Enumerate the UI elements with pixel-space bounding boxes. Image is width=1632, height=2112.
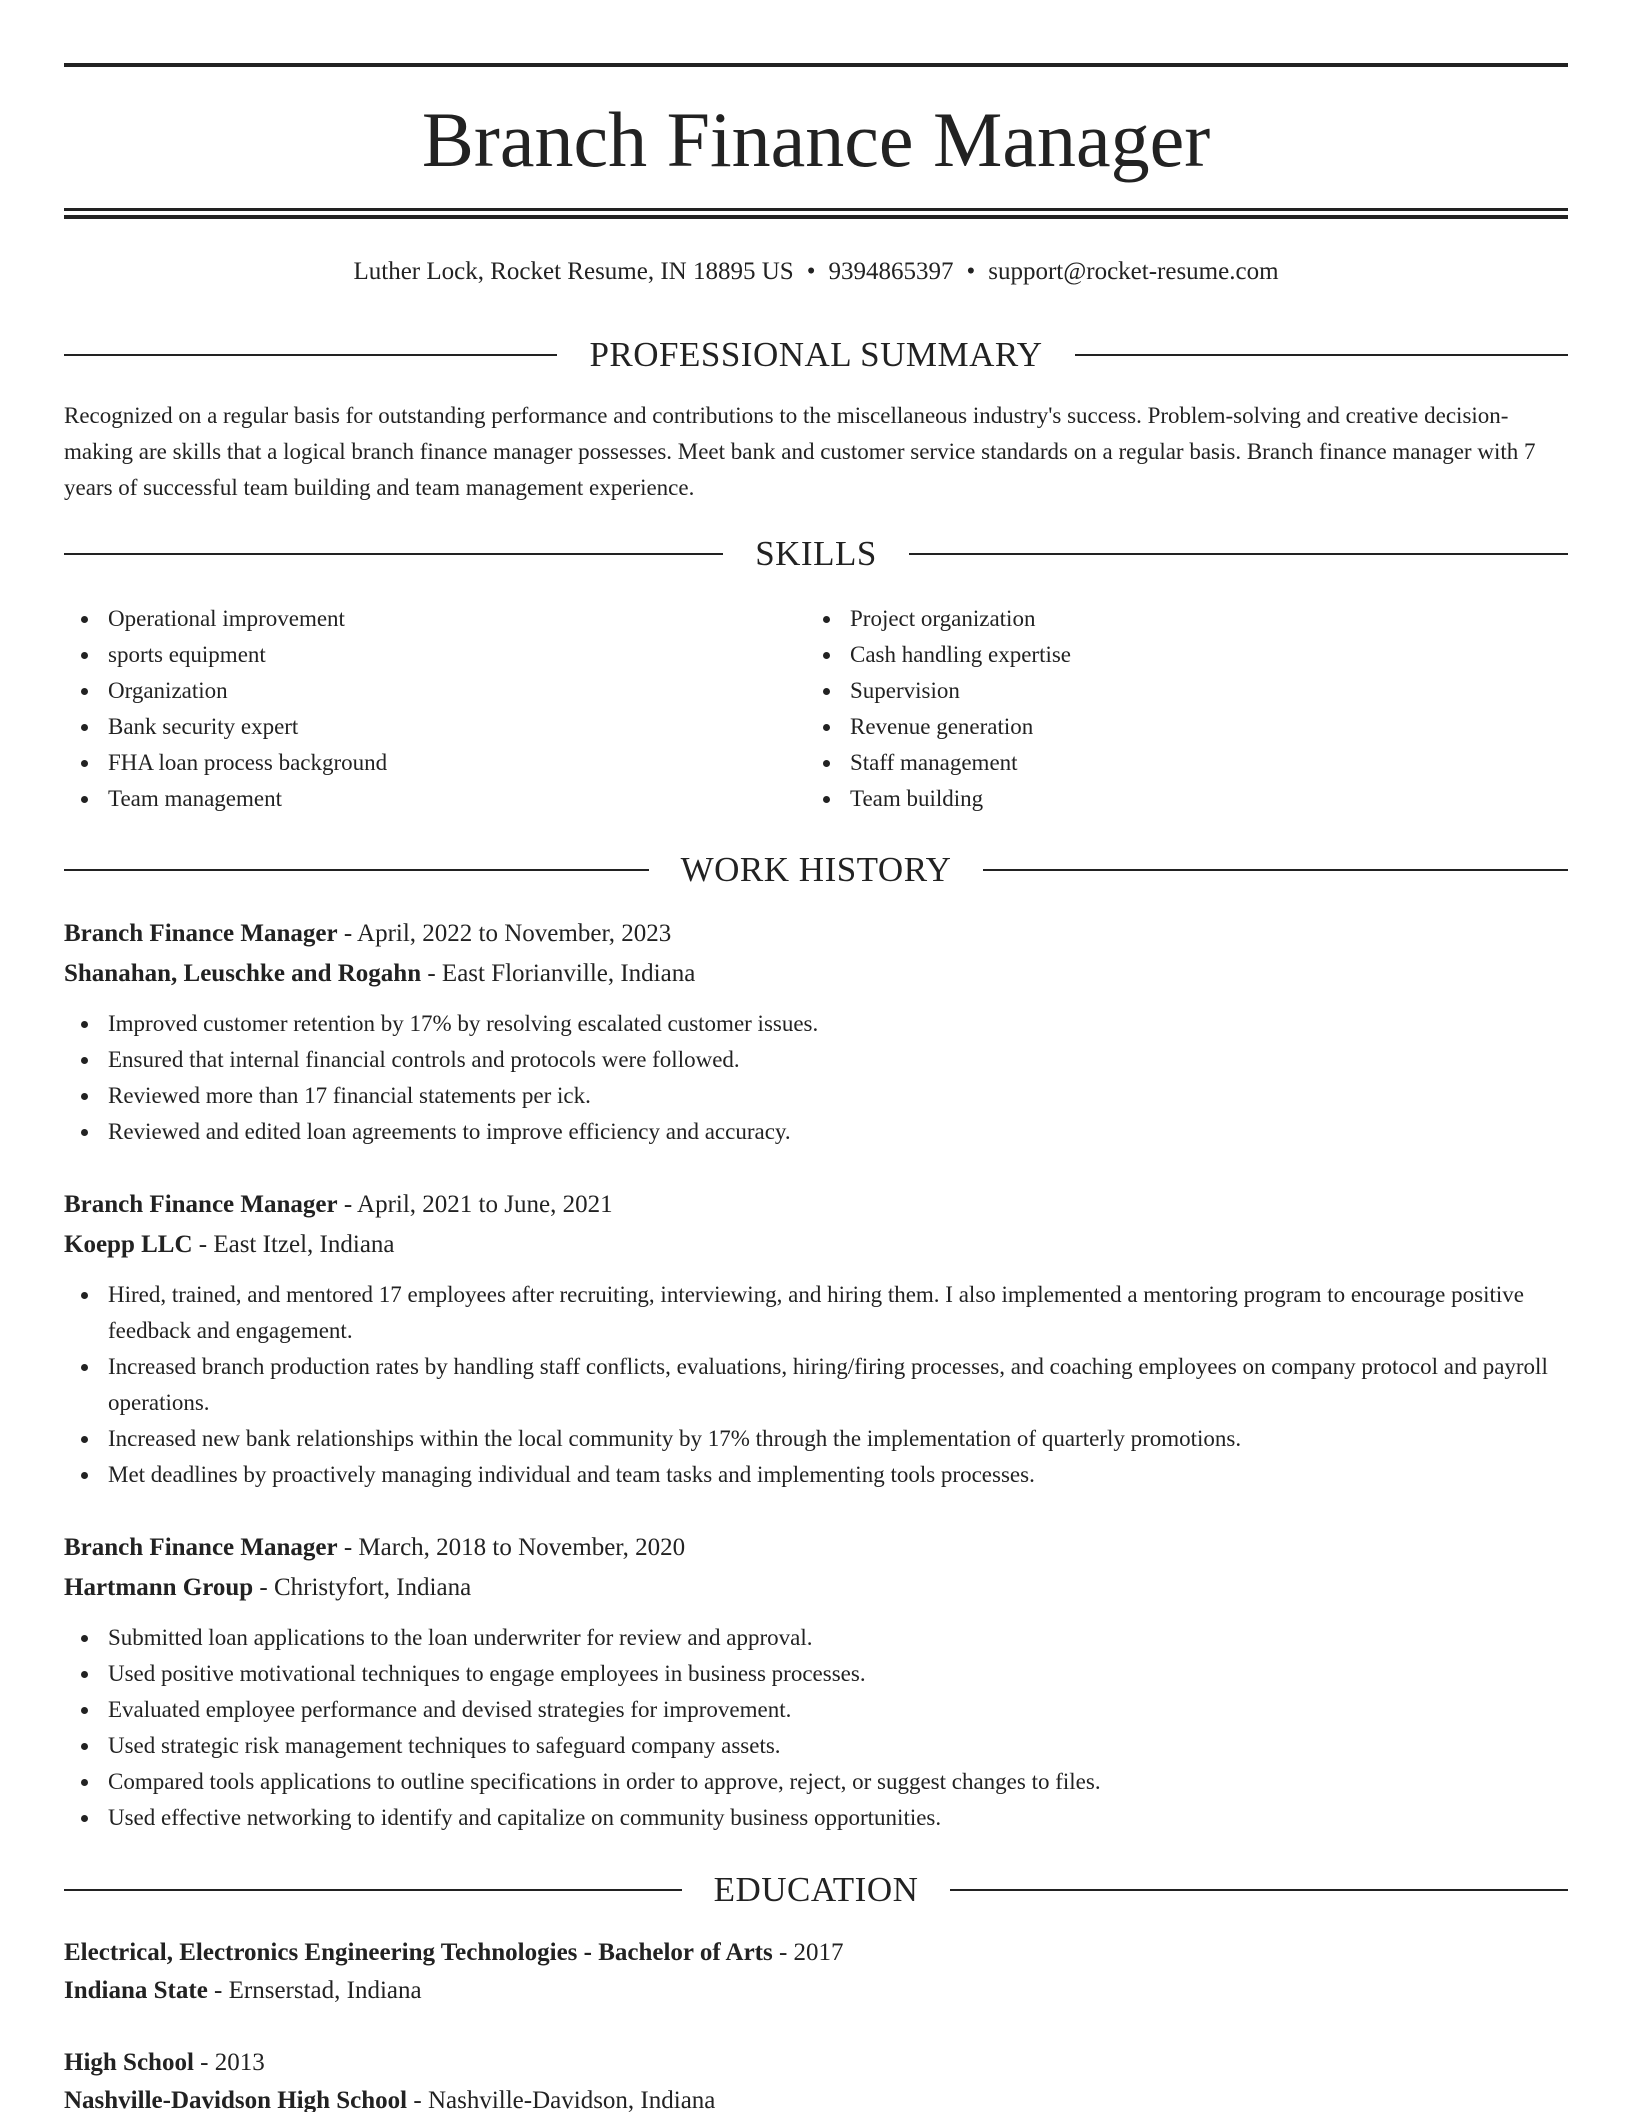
contact-address: Luther Lock, Rocket Resume, IN 18895 US <box>353 258 794 285</box>
summary-text: Recognized on a regular basis for outstanding performance and contributions to the miscellaneous industry's success. Problem-solving and creative decision-making are skills that a logical branch finance manager possesses. Meet bank and customer service standards on a regular basis. Branch finance manager with 7 years of successful team building and team management experience. <box>64 403 1536 500</box>
job-bullet: Used positive motivational techniques to engage employees in business processes. <box>64 1656 1568 1692</box>
contact-email[interactable]: support@rocket-resume.com <box>988 258 1279 285</box>
job-bullet: Hired, trained, and mentored 17 employees after recruiting, interviewing, and hiring them. I also implemented a mentoring program to encourage positive feedback and engagement. <box>64 1277 1568 1349</box>
education-degree: Electrical, Electronics Engineering Technologies - Bachelor of Arts <box>64 1939 773 1966</box>
job-dates: - March, 2018 to November, 2020 <box>337 1534 686 1561</box>
heading-rule <box>950 1889 1568 1891</box>
top-rule <box>64 63 1568 67</box>
job-company: Koepp LLC <box>64 1231 193 1258</box>
heading-rule <box>983 869 1568 871</box>
job-bullets <box>64 1006 1568 1150</box>
heading-rule <box>909 553 1568 555</box>
skill-item: Staff management <box>806 745 1568 781</box>
skill-item: Organization <box>64 673 806 709</box>
heading-rule <box>64 354 557 356</box>
skills-column-right <box>806 601 1568 817</box>
education-entry <box>64 2044 1568 2112</box>
skill-item: Operational improvement <box>64 601 806 637</box>
job-title: Branch Finance Manager <box>64 1191 338 1218</box>
heading-rule <box>64 1889 682 1891</box>
education-school: Nashville-Davidson High School <box>64 2087 408 2112</box>
skill-item: Cash handling expertise <box>806 637 1568 673</box>
section-heading-work <box>64 848 1568 892</box>
education-degree: High School <box>64 2049 194 2076</box>
education-location: - Nashville-Davidson, Indiana <box>407 2087 716 2112</box>
heading-rule <box>64 869 649 871</box>
job-bullet: Reviewed and edited loan agreements to improve efficiency and accuracy. <box>64 1114 1568 1150</box>
job-bullet: Increased branch production rates by handling staff conflicts, evaluations, hiring/firing processes, and coaching employees on company protocol and payroll operations. <box>64 1349 1568 1421</box>
job-heading <box>64 914 1568 954</box>
contact-separator: • <box>966 258 976 285</box>
job-bullet: Evaluated employee performance and devised strategies for improvement. <box>64 1692 1568 1728</box>
skill-item: Team management <box>64 781 806 817</box>
education-school: Indiana State <box>64 1977 208 2004</box>
section-title-summary: PROFESSIONAL SUMMARY <box>589 335 1043 374</box>
contact-separator: • <box>806 258 816 285</box>
contact-phone: 9394865397 <box>828 258 954 285</box>
job-bullet: Improved customer retention by 17% by resolving escalated customer issues. <box>64 1006 1568 1042</box>
job-title: Branch Finance Manager <box>64 920 338 947</box>
job-heading <box>64 1528 1568 1568</box>
education-year: - 2013 <box>193 2049 265 2076</box>
job-bullet: Compared tools applications to outline specifications in order to approve, reject, or suggest changes to files. <box>64 1764 1568 1800</box>
job-bullet: Met deadlines by proactively managing individual and team tasks and implementing tools processes. <box>64 1457 1568 1493</box>
job-location: - East Itzel, Indiana <box>192 1231 395 1258</box>
title-rule-lower <box>64 215 1568 219</box>
education-heading <box>64 2044 1568 2082</box>
education-school-line <box>64 2082 1568 2112</box>
job-company: Shanahan, Leuschke and Rogahn <box>64 960 422 987</box>
page-title: Branch Finance Manager <box>421 96 1211 183</box>
section-title-work: WORK HISTORY <box>680 850 952 889</box>
section-heading-education <box>64 1868 1568 1912</box>
education-year: - 2017 <box>772 1939 844 1966</box>
heading-rule <box>1075 354 1568 356</box>
job-bullets <box>64 1620 1568 1836</box>
job-employer <box>64 1568 1568 1608</box>
job-bullet: Increased new bank relationships within the local community by 17% through the implementation of quarterly promotions. <box>64 1421 1568 1457</box>
skill-item: FHA loan process background <box>64 745 806 781</box>
job-employer <box>64 954 1568 994</box>
education-school-line <box>64 1972 1568 2010</box>
job-bullet: Used strategic risk management techniques to safeguard company assets. <box>64 1728 1568 1764</box>
job-company: Hartmann Group <box>64 1574 254 1601</box>
job-entry <box>64 1528 1568 1836</box>
job-bullets <box>64 1277 1568 1493</box>
job-entry <box>64 1185 1568 1493</box>
section-heading-skills <box>64 532 1568 576</box>
job-employer <box>64 1225 1568 1265</box>
heading-rule <box>64 553 723 555</box>
job-bullet: Reviewed more than 17 financial statements per ick. <box>64 1078 1568 1114</box>
skill-item: Bank security expert <box>64 709 806 745</box>
education-heading <box>64 1934 1568 1972</box>
title-rule-upper <box>64 208 1568 211</box>
job-dates: - April, 2021 to June, 2021 <box>337 1191 613 1218</box>
section-heading-summary <box>64 333 1568 377</box>
job-heading <box>64 1185 1568 1225</box>
skills-list <box>64 601 1568 817</box>
job-location: - Christyfort, Indiana <box>253 1574 472 1601</box>
education-entry <box>64 1934 1568 2010</box>
skill-item: Project organization <box>806 601 1568 637</box>
job-bullet: Used effective networking to identify and capitalize on community business opportunities. <box>64 1800 1568 1836</box>
job-bullet: Submitted loan applications to the loan underwriter for review and approval. <box>64 1620 1568 1656</box>
skill-item: Revenue generation <box>806 709 1568 745</box>
skill-item: sports equipment <box>64 637 806 673</box>
section-title-education: EDUCATION <box>713 1870 919 1909</box>
section-title-skills: SKILLS <box>755 534 877 573</box>
job-entry <box>64 914 1568 1150</box>
job-title: Branch Finance Manager <box>64 1534 338 1561</box>
contact-line <box>64 252 1568 292</box>
job-bullet: Ensured that internal financial controls and protocols were followed. <box>64 1042 1568 1078</box>
education-location: - Ernserstad, Indiana <box>207 1977 422 2004</box>
job-dates: - April, 2022 to November, 2023 <box>337 920 672 947</box>
job-location: - East Florianville, Indiana <box>421 960 696 987</box>
skills-column-left <box>64 601 806 817</box>
skill-item: Supervision <box>806 673 1568 709</box>
skill-item: Team building <box>806 781 1568 817</box>
